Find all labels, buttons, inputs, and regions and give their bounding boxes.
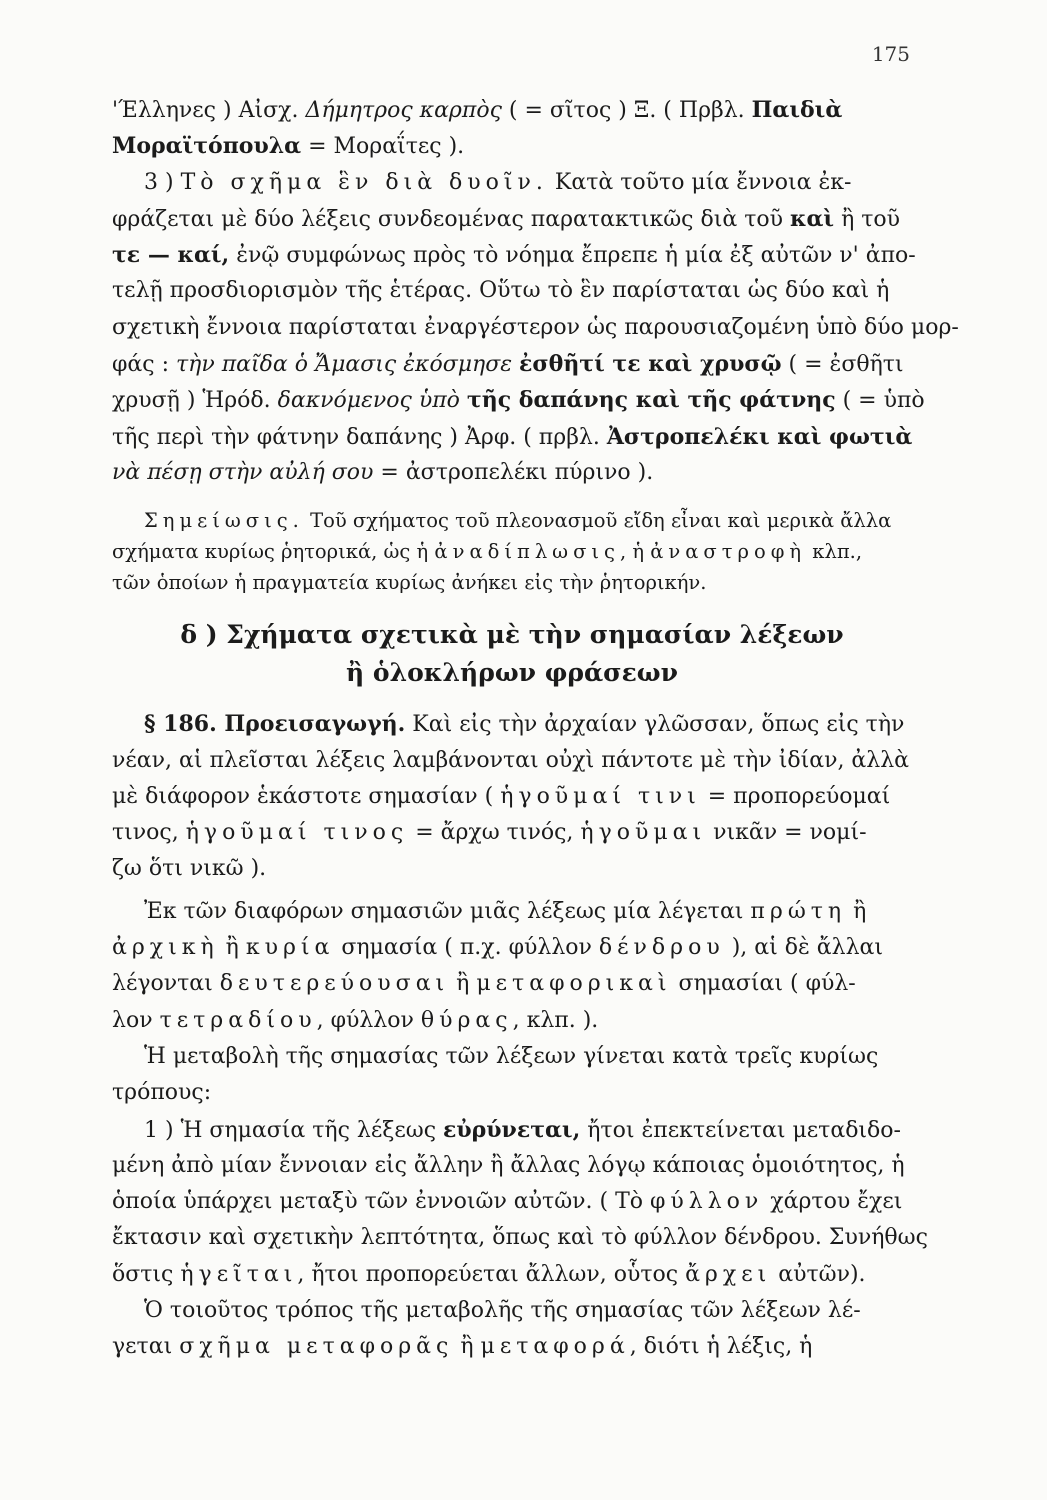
text-line [112, 1329, 912, 1365]
section-heading-line1: δ ) Σχήματα σχετικὰ μὲ τὴν σημασίαν λέξεων [180, 620, 844, 650]
text-segment: Ἡ μεταβολὴ τῆς σημασίας τῶν λέξεων γίνεται κατὰ τρεῖς κυρίως [144, 1043, 879, 1069]
text-segment: δακνόμενος ὑπὸ [277, 388, 460, 414]
text-segment: ἢ [846, 898, 867, 924]
text-segment: Ἀστροπελέκι καὶ φωτιὰ [606, 423, 913, 450]
text-segment: γεται [112, 1334, 180, 1360]
text-segment: τε — καί, [112, 242, 230, 269]
text-line [112, 1257, 912, 1293]
text-line [112, 455, 912, 491]
text-segment: φάς : [112, 352, 176, 378]
text-segment: πρώτη [750, 898, 847, 924]
text-segment: , ἡ [619, 540, 651, 564]
text-line [112, 1184, 912, 1220]
text-segment: τινος, [112, 820, 186, 846]
text-segment: , κλπ. ). [512, 1007, 599, 1033]
text-line [112, 966, 912, 1002]
text-segment: σχῆμα μεταφορᾶς [179, 1334, 454, 1360]
text-segment: ( = ἐσθῆτι [781, 352, 904, 378]
text-segment: χάρτου ἔχει [763, 1189, 903, 1215]
text-line [112, 505, 912, 536]
text-line [112, 92, 912, 128]
text-segment: τελῇ προσδιορισμὸν τῆς ἑτέρας. Οὕτω τὸ ἓν παρίσταται ὡς δύο καὶ ἡ [112, 278, 890, 304]
text-segment: χρυσῇ ) Ἡρόδ. [112, 388, 278, 414]
text-segment: 3 ) [144, 169, 181, 195]
text-segment: ἐνῷ συμφώνως πρὸς τὸ νόημα ἔπρεπε ἡ μία ἐξ αὐτῶν ν' ἀπο- [229, 243, 916, 269]
text-segment: ἢ [449, 971, 477, 997]
text-line [112, 706, 912, 742]
text-line [112, 1075, 912, 1111]
text-line [112, 128, 912, 164]
text-segment: ἡγεῖται [180, 1261, 298, 1287]
text-segment: δένδρου [598, 935, 725, 961]
text-line [112, 851, 912, 887]
text-segment: θύρας [420, 1007, 513, 1033]
text-line [112, 165, 912, 201]
text-line [112, 1039, 912, 1075]
text-segment: ὅστις [112, 1261, 181, 1287]
text-segment: = Μοραΐτες ). [301, 134, 465, 160]
text-segment: ἀναστροφὴ [650, 540, 807, 564]
text-segment [460, 388, 467, 413]
text-segment: λέγονται [112, 971, 220, 997]
text-line [112, 273, 912, 309]
text-segment: Μοραϊτόπουλα [112, 133, 302, 160]
text-segment: εὐρύνεται, [443, 1116, 581, 1143]
text-segment: σημασίαι ( φύλ- [671, 971, 856, 997]
text-segment: Παιδιὰ [751, 97, 843, 123]
text-segment: λον [112, 1007, 160, 1033]
text-line [112, 1003, 912, 1039]
text-segment: σχετικὴ ἔννοια παρίσταται ἐναργέστερον ὡς παρουσιαζομένη ὑπὸ δύο μορ- [112, 314, 959, 340]
text-line [112, 310, 959, 346]
text-line [112, 930, 912, 966]
text-segment: ἢ [453, 1334, 481, 1360]
section-heading-line2: ἢ ὁλοκλήρων φράσεων [346, 658, 678, 688]
text-segment: ), αἱ δὲ ἄλλαι [724, 935, 884, 961]
text-segment: ἤτοι ἐπεκτείνεται μεταδιδο- [580, 1117, 901, 1143]
text-line [112, 815, 912, 851]
text-segment: 'Έλληνες ) Αἰσχ. [112, 98, 306, 123]
text-line [112, 536, 912, 567]
text-segment: νικᾶν = νομί- [706, 820, 867, 846]
text-segment: φύλλον [650, 1189, 764, 1215]
text-segment: ἡγοῦμαί τινος [185, 820, 409, 846]
text-segment: μὲ διάφορον ἑκάστοτε σημασίαν ( [112, 783, 501, 809]
text-segment: σημασία ( π.χ. φύλλον [334, 935, 599, 961]
intro-section [112, 706, 912, 887]
text-segment: ( = ὑπὸ [835, 388, 925, 414]
text-segment: , φύλλον [316, 1007, 421, 1033]
text-line [112, 779, 912, 815]
text-segment: σχήματα κυρίως ῥητορικά, ὡς ἡ [112, 540, 435, 564]
text-segment: τῆς περὶ τὴν φάτνην δαπάνης ) Ἀρφ. ( πρβλ. [112, 424, 607, 450]
text-segment: νέαν, αἱ πλεῖσται λέξεις λαμβάνονται οὐχὶ πάντοτε μὲ τὴν ἰδίαν, ἀλλὰ [112, 747, 910, 773]
text-segment: κλπ., [806, 540, 863, 564]
text-line [112, 894, 912, 930]
text-segment: = ἀστροπελέκι πύρινο ). [373, 459, 654, 485]
note-section [112, 505, 912, 598]
text-line [112, 201, 912, 237]
text-segment: ζω ὅτι νικῶ ). [112, 856, 267, 882]
text-segment: ἔκτασιν καὶ σχετικὴν λεπτότητα, ὅπως καὶ τὸ φύλλον δένδρου. Συνήθως [112, 1225, 928, 1251]
text-segment: = ἄρχω τινός, [408, 820, 581, 846]
text-line [112, 1148, 912, 1184]
text-segment: αὐτῶν). [771, 1261, 866, 1287]
text-segment: ἀρχικὴ [112, 935, 219, 961]
text-segment: Σημείωσις. [144, 509, 304, 533]
text-segment: κυρία [245, 935, 335, 961]
text-segment: νὰ πέσῃ στὴν αὐλή σου [112, 459, 374, 485]
text-line [112, 237, 916, 273]
text-segment: φράζεται μὲ δύο λέξεις συνδεομένας παρατακτικῶς διὰ τοῦ [112, 206, 790, 232]
text-segment: Ἐκ τῶν διαφόρων σημασιῶν μιᾶς λέξεως μία λέγεται [144, 898, 751, 924]
text-segment: = προπορεύομαί [700, 783, 891, 809]
text-segment: ἄρχει [685, 1261, 772, 1287]
text-segment: μεταφορικαὶ [476, 971, 672, 997]
text-block [112, 92, 959, 1366]
text-segment: καὶ [790, 205, 835, 232]
text-segment [512, 352, 519, 377]
text-segment: ἢ τοῦ [834, 206, 901, 232]
text-segment: ἀναδίπλωσις [434, 540, 620, 564]
text-segment: τρόπους: [112, 1080, 212, 1106]
text-line [112, 743, 912, 779]
text-segment: , διότι ἡ λέξις, ἡ [629, 1334, 813, 1360]
text-segment: μένη ἀπὸ μίαν ἔννοιαν εἰς ἄλλην ἢ ἄλλας λόγῳ κάποιας ὁμοιότητος, ἡ [112, 1152, 905, 1178]
meaning-section [112, 894, 928, 1366]
text-segment: ἢ [218, 935, 246, 961]
text-segment: 1 ) Ἡ σημασία τῆς λέξεως [144, 1117, 444, 1143]
text-segment: ἐσθῆτί τε καὶ χρυσῷ [519, 351, 782, 378]
text-segment: Δήμητρος καρπὸς [305, 98, 502, 123]
text-line [112, 1293, 912, 1329]
text-segment: Καὶ εἰς τὴν ἀρχαίαν γλῶσσαν, ὅπως εἰς τὴν [405, 712, 905, 738]
text-line [112, 382, 925, 418]
text-segment: , ἤτοι προπορεύεται ἄλλων, οὗτος [297, 1261, 686, 1287]
text-segment: ἡγοῦμαι [580, 820, 707, 846]
text-segment: Κατὰ τοῦτο μία ἔννοια ἐκ- [547, 169, 852, 195]
text-segment: τὴν παῖδα ὁ Ἄμασις ἐκόσμησε [175, 352, 513, 378]
text-segment: ὁποία ὑπάρχει μεταξὺ τῶν ἐννοιῶν αὐτῶν. ( Τὸ [112, 1189, 651, 1215]
page-number: 175 [871, 42, 910, 66]
text-line [112, 419, 912, 455]
text-segment: Ὁ τοιοῦτος τρόπος τῆς μεταβολῆς τῆς σημασίας τῶν λέξεων λέ- [144, 1298, 861, 1324]
text-line [112, 567, 912, 598]
paragraph-section [112, 92, 959, 491]
text-segment: ( = σῖτος ) Ξ. ( Πρβλ. [501, 98, 752, 123]
text-segment: ἡγοῦμαί τινι [500, 783, 701, 809]
text-segment: τῶν ὁποίων ἡ πραγματεία κυρίως ἀνήκει εἰς τὴν ῥητορικήν. [112, 571, 707, 595]
text-line [112, 346, 912, 382]
text-line [112, 1112, 912, 1148]
text-segment: τῆς δαπάνης καὶ τῆς φάτνης [466, 387, 836, 414]
text-segment: τετραδίου [159, 1007, 317, 1033]
text-segment: μεταφορά [480, 1334, 630, 1360]
text-segment: Τὸ σχῆμα ἓν διὰ δυοῖν. [180, 169, 548, 195]
text-line [112, 1220, 928, 1256]
text-segment: Τοῦ σχήματος τοῦ πλεονασμοῦ εἴδη εἶναι καὶ μερικὰ ἄλλα [303, 509, 892, 533]
text-segment: δευτερεύουσαι [219, 971, 450, 997]
text-segment: § 186. Προεισαγωγή. [144, 711, 406, 738]
